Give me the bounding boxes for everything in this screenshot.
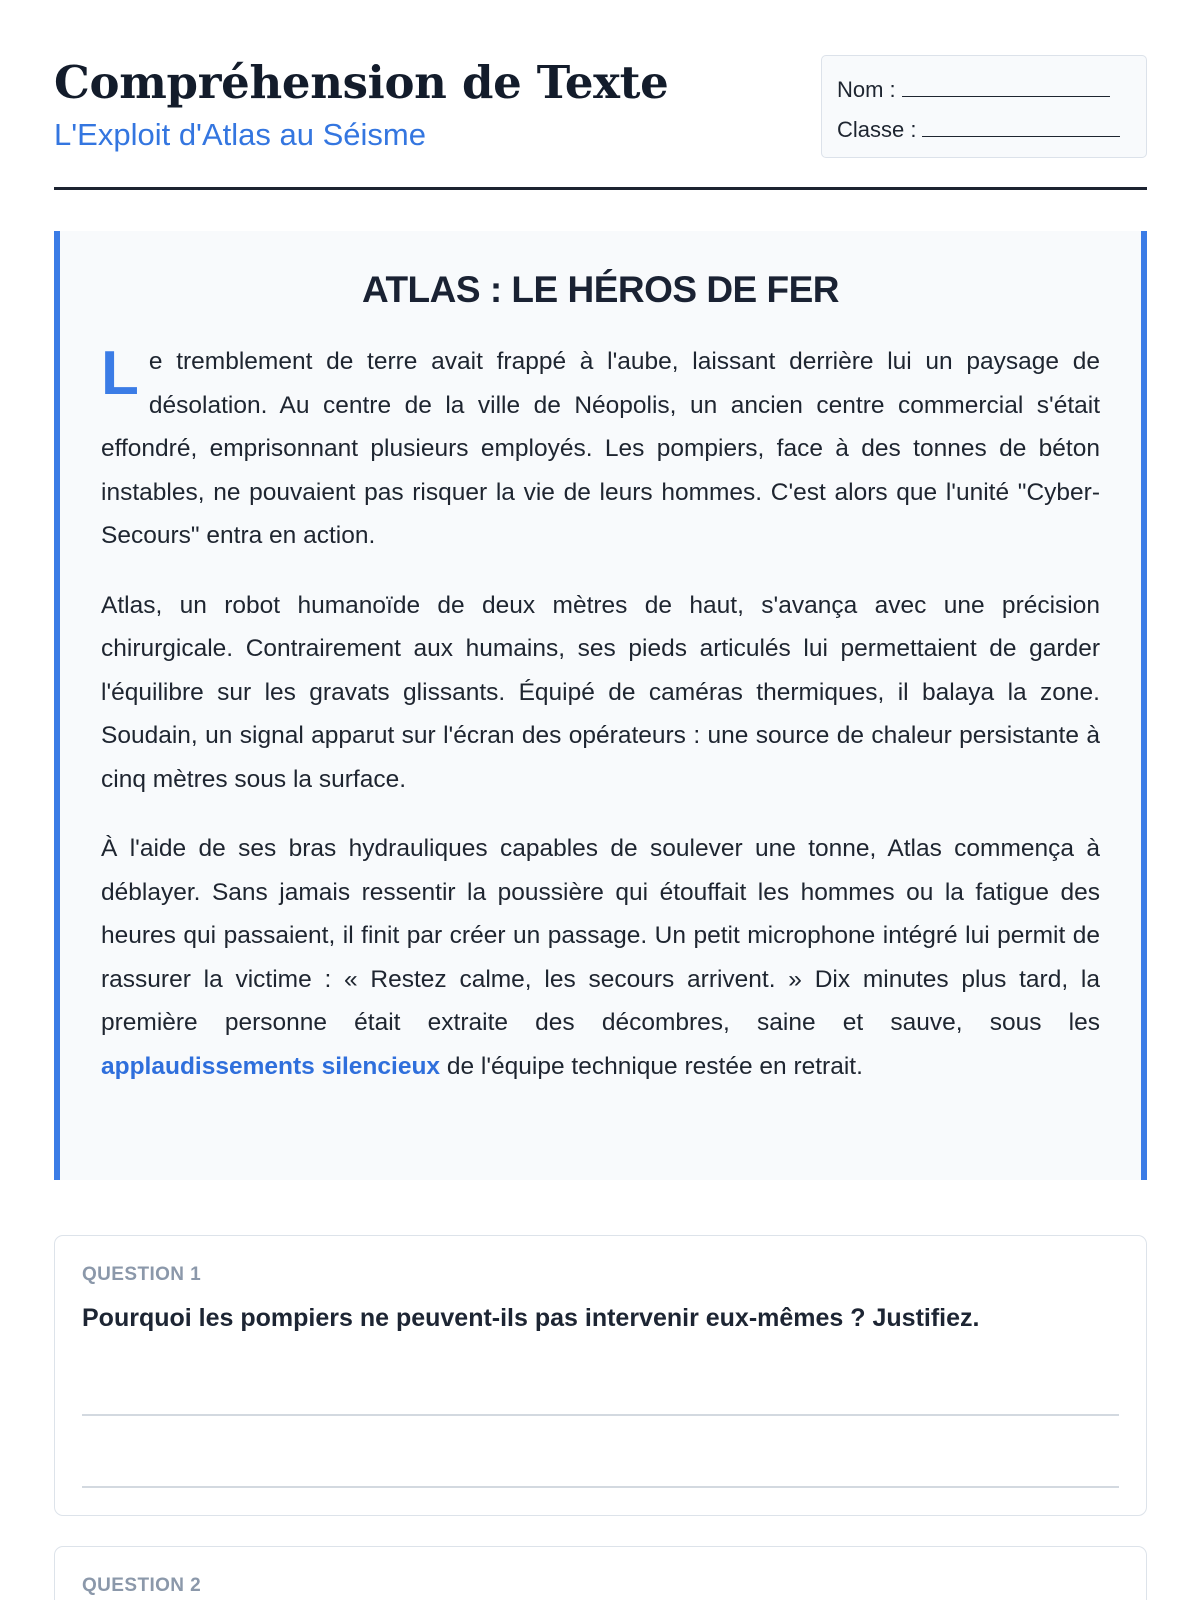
paragraph-3-text-end: de l'équipe technique restée en retrait.: [440, 1052, 863, 1080]
student-id-box: [821, 55, 1147, 158]
classe-label: Classe :: [837, 117, 917, 142]
nom-blank[interactable]: [902, 81, 1110, 97]
question-card-2: [54, 1546, 1147, 1600]
page-subtitle: L'Exploit d'Atlas au Séisme: [54, 117, 426, 152]
paragraph-3-text-start: À l'aide de ses bras hydrauliques capables de soulever une tonne, Atlas commença à déblayer. Sans jamais ressentir la poussière qui étouffait les hommes ou la fatigue des heures qui passaient, il finit par créer un passage. Un petit microphone intégré lui permit de rassurer la victime : « Restez calme, les secours arrivent. » Dix minutes plus tard, la première personne était extraite des décombres, saine et sauve, sous les: [101, 835, 1100, 1036]
drop-cap: L: [101, 339, 139, 408]
question-1-label: QUESTION 1: [82, 1264, 202, 1285]
passage-paragraph-2: Atlas, un robot humanoïde de deux mètres de haut, s'avança avec une précision chirurgicale. Contrairement aux humains, ses pieds articulés lui permettaient de garder l'équilibre sur les gravats glissants. Équipé de caméras thermiques, il balaya la zone. Soudain, un signal apparut sur l'écran des opérateurs : une source de chaleur persistante à cinq mètres sous la surface.: [101, 591, 1100, 793]
classe-row: [837, 110, 1146, 150]
nom-row: [837, 70, 1146, 110]
reading-passage: [54, 231, 1147, 1180]
answer-line-1[interactable]: [82, 1414, 1119, 1416]
nom-label: Nom :: [837, 77, 896, 102]
paragraph-1-text: e tremblement de terre avait frappé à l'aube, laissant derrière lui un paysage de désolation. Au centre de la ville de Néopolis, un ancien centre commercial s'était effondré, emprisonnant plusieurs employés. Les pompiers, face à des tonnes de béton instables, ne pouvaient pas risquer la vie de leurs hommes. C'est alors que l'unité "Cyber-Secours" entra en action.: [101, 348, 1100, 549]
worksheet-header: [54, 52, 1147, 190]
answer-line-2[interactable]: [82, 1486, 1119, 1488]
classe-blank[interactable]: [922, 121, 1120, 137]
page-title: Compréhension de Texte: [54, 56, 669, 109]
question-1-text: Pourquoi les pompiers ne peuvent-ils pas intervenir eux-mêmes ? Justifiez.: [82, 1304, 980, 1332]
passage-paragraph-1: [101, 340, 1100, 558]
passage-title: ATLAS : LE HÉROS DE FER: [361, 269, 840, 310]
passage-paragraph-3: [101, 827, 1100, 1088]
question-2-label: QUESTION 2: [82, 1575, 202, 1596]
highlighted-phrase: applaudissements silencieux: [101, 1052, 441, 1080]
question-card-1: [54, 1235, 1147, 1516]
